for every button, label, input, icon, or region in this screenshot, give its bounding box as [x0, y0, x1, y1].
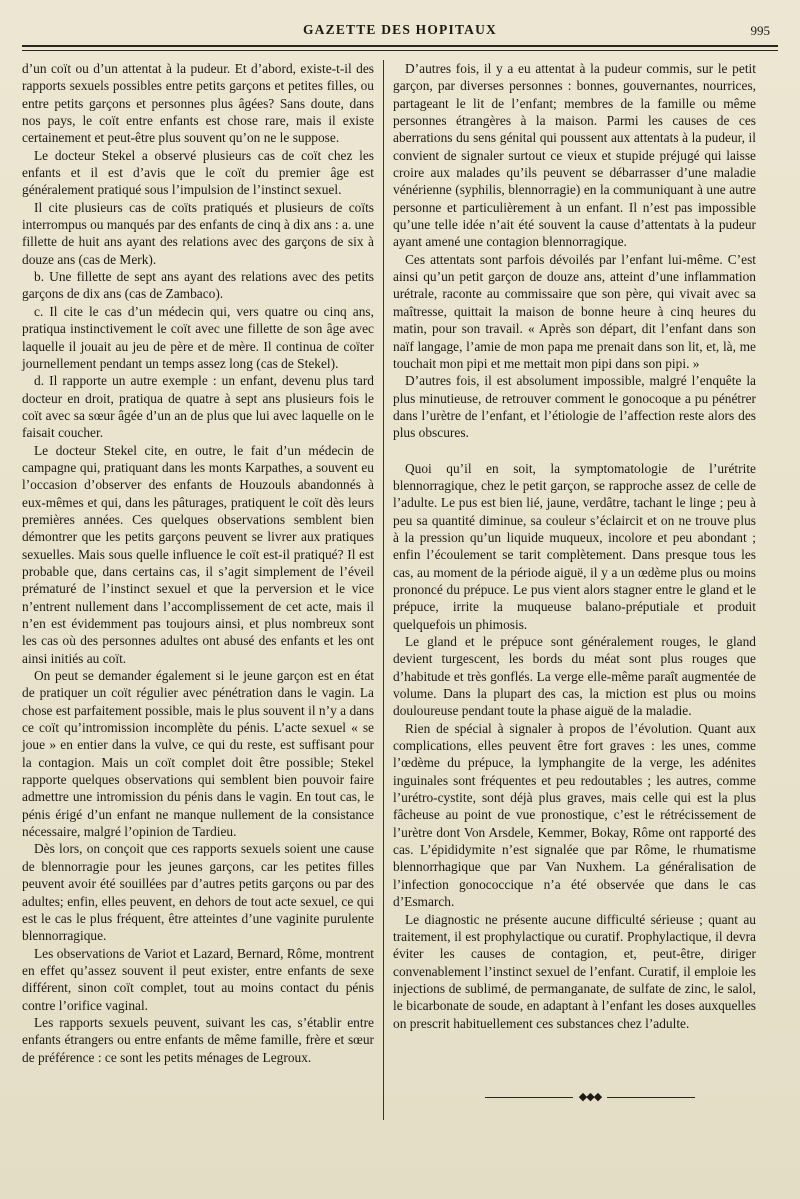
left-column — [22, 60, 374, 1066]
paragraph: Le gland et le prépuce sont généralement rouges, le gland devient turgescent, les bords du méat sont plus rouges que d’habitude et très gonflés. La verge elle-même paraît augmentée de volume. Dans la plupart des cas, la miction est plus ou moins douloureuse pendant toute la phase aiguë de la maladie. — [393, 634, 756, 719]
paragraph: Quoi qu’il en soit, la symptomatologie de l’urétrite blennorragique, chez le petit garçon, se rapproche assez de celle de l’adulte. Le pus est bien lié, jaune, verdâtre, tachant le linge ; peu à peu sa quantité diminue, sa couleur s’éclaircit et on ne trouve plus à la pression qu’un liquide muqueux, incolore et peu abondant ; enfin l’écoulement se tarit complètement. Dans presque tous les cas, au moment de la période aiguë, il y a un œdème plus ou moins prononcé du prépuce. Le pus vient alors stagner entre le gland et le prépuce, irrite la muqueuse balano-préputiale et produit quelquefois un phimosis. — [393, 460, 756, 632]
ornament-rule-left — [485, 1097, 573, 1098]
paragraph: Les rapports sexuels peuvent, suivant les cas, s’établir entre enfants étrangers ou entre enfants de même famille, frère et sœur de préférence : ce sont les petits ménages de Legroux. — [22, 1014, 374, 1065]
fleuron-icon: ◆◆◆ — [578, 1091, 602, 1103]
paragraph: Le docteur Stekel cite, en outre, le fait d’un médecin de campagne qui, pratiquant dans les monts Karpathes, a souvent eu l’occasion d’observer des enfants de Houzouls abandonnés à eux-mêmes et qui, dans les pâturages, pratiquent le coït dès leurs premières années. Ces quelques observations semblent bien démontrer que les petits garçons peuvent se livrer aux pratiques sexuelles. Mais sous quelle influence le coït est-il pratiqué? Il est probable que, dans certains cas, il s’agit simplement de l’éveil prématuré de l’instinct sexuel et que la perversion et le vice n’entrent nullement dans l’accomplissement de cet acte, mais il n’en est évidemment pas toujours ainsi, et plus nombreux sont les cas où des personnes adultes ont abusé des enfants et les ont ainsi initiés au coït. — [22, 442, 374, 666]
running-title: GAZETTE DES HOPITAUX — [302, 22, 498, 37]
page-header — [24, 22, 776, 42]
paragraph: D’autres fois, il y a eu attentat à la pudeur commis, sur le petit garçon, par diverses personnes : bonnes, gouvernantes, nourrices, partageant le lit de l’enfant; membres de la famille ou même personnes étrangères à la maison. Parmi les causes de ces aberrations du sens génital qui poussent aux attentats à la pudeur, il convient de signaler surtout ce vieux et stupide préjugé qui laisse croire aux malades qu’ils peuvent se débarrasser d’une maladie vénérienne (syphilis, blennorragie) en la communiquant à une autre personne et particulièrement à un enfant. Il n’est pas impossible qu’une telle idée n’ait été souvent la cause d’attentats à la pudeur ayant amené une contagion blennorragique. — [393, 61, 756, 250]
paragraph: Le docteur Stekel a observé plusieurs cas de coït chez les enfants et il est d’avis que le coït du premier âge est généralement pratiqué sous l’impulsion de l’instinct sexuel. — [22, 147, 374, 198]
paragraph: Rien de spécial à signaler à propos de l’évolution. Quant aux complications, elles peuvent être fort graves : les unes, comme l’œdème du prépuce, la lymphangite de la verge, les adénites inguinales sont fréquentes et peu redoutables ; les autres, comme l’urétro-cystite, sont déjà plus graves, mais celle qui est la plus fâcheuse au point de vue pronostique, c’est le rétrécissement de l’urètre dont Von Arsdele, Kemmer, Bokay, Rôme ont rapporté des cas. L’épididymite n’est signalée que par Rôme, le rhumatisme blennorrhagique que par Van Nuxhem. La généralisation de l’infection gonococcique n’a été observée que dans le cas d’Esmarch. — [393, 720, 756, 910]
paragraph: Il cite plusieurs cas de coïts pratiqués et plusieurs de coïts interrompus ou manqués par des enfants de cinq à dix ans : a. une fillette de huit ans ayant des relations avec des garçons de six à douze ans (cas de Merk). — [22, 199, 374, 267]
header-rule-thick — [22, 45, 778, 47]
paragraph: d’un coït ou d’un attentat à la pudeur. Et d’abord, existe-t-il des rapports sexuels possibles entre petits garçons et petites filles, ou entre petits garçons et personnes plus âgées? Sans doute, dans nos pays, le coït entre enfants est chose rare, mais il existe certainement et peut-être plus souvent qu’on ne le suppose. — [22, 61, 374, 146]
right-column — [393, 60, 756, 1032]
paragraph: Ces attentats sont parfois dévoilés par l’enfant lui-même. C’est ainsi qu’un petit garçon de douze ans, atteint d’une inflammation urétrale, raconte au commissaire que son père, qui vivait avec sa maîtresse, quittait la maison de bonne heure à cinq heures du matin, pour son travail. « Après son départ, dit l’enfant dans son naïf langage, l’amie de mon papa me prenait dans son lit, et, là, me touchait mon pipi et me mettait mon pipi dans son pipi. » — [393, 251, 756, 371]
header-rule-thin — [22, 50, 778, 51]
paragraph: Dès lors, on conçoit que ces rapports sexuels soient une cause de blennorragie pour les jeunes garçons, car les petites filles peuvent avoir été souillées par d’autres petits garçons ou par des adultes; enfin, elles peuvent, en dehors de tout acte sexuel, ce qui est le cas le plus fréquent, être atteintes d’une vaginite purulente blennorragique. — [22, 841, 374, 944]
paragraph: b. Une fillette de sept ans ayant des relations avec des petits garçons de dix ans (cas de Zambaco). — [22, 269, 374, 302]
paragraph: On peut se demander également si le jeune garçon est en état de pratiquer un coït régulier avec pénétration dans le vagin. La chose est parfaitement possible, mais le plus souvent il n’y a dans ce coït qu’intromission incomplète du pénis. L’acte sexuel « se joue » en entier dans la vulve, ce qui du reste, est suffisant pour la contagion. Mais un coït complet doit être possible; Stekel rapporte quelques observations qui semblent bien pouvoir faire admettre une intromission du pénis dans le vagin. En tout cas, le pénis érigé d’un enfant ne manque nullement de la consistance nécessaire, malgré l’opinion de Tardieu. — [22, 668, 374, 840]
ornament-rule-right — [607, 1097, 695, 1098]
paragraph: c. Il cite le cas d’un médecin qui, vers quatre ou cinq ans, pratiqua instinctivement le coït avec une fillette de son âge avec laquelle il jouait au jeu de père et de mère. Il continua de coïter journellement pendant un temps assez long (cas de Stekel). — [22, 303, 374, 371]
page-number: 995 — [750, 23, 770, 38]
paragraph: Les observations de Variot et Lazard, Bernard, Rôme, montrent en effet qu’assez souvent il peut exister, entre enfants de sexe différent, sinon coït complet, tout au moins contact du pénis contre l’orifice vaginal. — [22, 945, 374, 1013]
paragraph: Le diagnostic ne présente aucune difficulté sérieuse ; quant au traitement, il est prophylactique ou curatif. Prophylactique, il devra éviter les causes de contagion, et, peut-être, diriger convenablement l’instinct sexuel de l’enfant. Curatif, il emploie les injections de sublimé, de permanganate, de sulfate de zinc, le salol, le bicarbonate de soude, en adaptant à l’enfant les doses auxquelles on prescrit habituellement ces substances chez l’adulte. — [393, 911, 756, 1031]
column-divider — [383, 60, 384, 1120]
paragraph: D’autres fois, il est absolument impossible, malgré l’enquête la plus minutieuse, de retrouver comment le gonocoque a pu pénétrer dans l’urètre de l’enfant, et l’étiologie de l’affection reste alors des plus obscures. — [393, 373, 756, 441]
paragraph: d. Il rapporte un autre exemple : un enfant, devenu plus tard docteur en droit, pratiqua de quatre à sept ans plusieurs fois le coït avec sa sœur âgée d’un an de plus que lui avec laquelle on le faisait coucher. — [22, 373, 374, 441]
end-ornament — [485, 1092, 695, 1104]
